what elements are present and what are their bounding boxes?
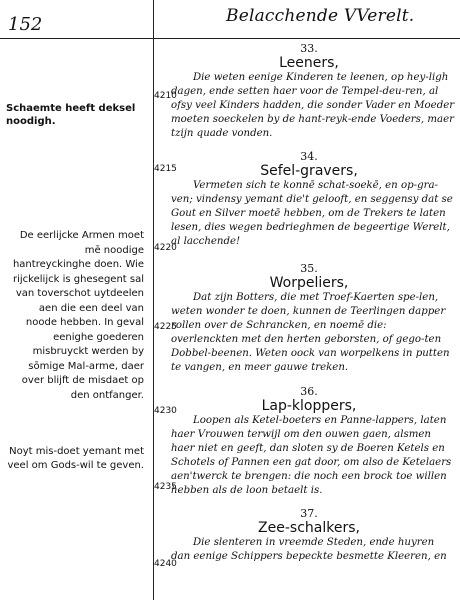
entry-title: Leeners, — [279, 55, 339, 71]
line-number: 4235 — [154, 482, 177, 492]
entry-text: Die slenteren in vreemde Steden, ende huyren dan eenige Schippers bepeckte besmette Kleeren, en — [171, 537, 447, 562]
running-head: Belacchende VVerelt. — [226, 6, 415, 26]
line-number: 4210 — [154, 91, 177, 101]
margin-note-2: De eerlijcke Armen moet mē noodige hantreyckinghe doen. Wie rijckelijck is ghesegent sal van toverschot uytdeelen aen die een deel van noode hebben. In geval eenighe goederen misbruyckt werden by sōmige Mal-arme, daer over blijft de misdaet op den ontfanger. — [12, 230, 144, 401]
entry-title: Sefel-gravers, — [260, 163, 358, 179]
entry-text: Die weten eenige Kinderen te leenen, op hey-ligh dagen, ende setten haer voor de Tempel-deu-ren, al ofsy veel Kinders hadden, die sonder Vader en Moeder moeten soeckelen by de hant-reyk-ende Voeders, maer tzijn quade vonden. — [171, 72, 455, 139]
line-number: 4215 — [154, 164, 177, 174]
entry-37 — [163, 508, 455, 564]
line-number: 4225 — [154, 322, 177, 332]
entry-34 — [163, 151, 455, 249]
column-divider — [153, 0, 154, 600]
entry-number: 34. — [300, 150, 318, 163]
margin-note-3: Noyt mis-doet yemant met veel om Gods-wil te geven. — [7, 446, 144, 471]
header-rule — [0, 38, 460, 39]
entry-title: Zee-schalkers, — [258, 520, 360, 536]
line-number: 4220 — [154, 243, 177, 253]
entry-text: Loopen als Ketel-boeters en Panne-lappers, laten haer Vrouwen terwijl om den ouwen gaen, alsmen haer niet en geeft, dan sloten sy de Boeren Ketels en Schotels of Pannen een gat door, om also de Ketelaers aen'twerck te brengen: die noch een brock toe willen hebben als de loon betaelt is. — [171, 415, 452, 496]
page-number: 152 — [8, 14, 43, 35]
line-number: 4240 — [154, 559, 177, 569]
entry-text: Dat zijn Botters, die met Troef-Kaerten spe-len, weten wonder te doen, kunnen de Teerlingen dapper rollen over de Schrancken, en noemē die: overlenckten met den herten geborsten, of gego-ten Dobbel-beenen. Weten oock van worpelkens in putten te vangen, en meer gauwe treken. — [171, 292, 450, 373]
entry-number: 33. — [300, 42, 318, 55]
line-number: 4230 — [154, 406, 177, 416]
entry-title: Lap-kloppers, — [261, 398, 357, 414]
entry-text: Vermeten sich te konnē schat-soekē, en op-gra-ven; vindensy yemant die't gelooft, en seggensy dat se Gout en Silver moetē hebben, om de Trekers te laten lesen, dies wegen bedrieghmen de begeertige Werelt, al lacchende! — [171, 180, 453, 247]
entry-number: 35. — [300, 262, 318, 275]
entry-number: 37. — [300, 507, 318, 520]
margin-note-1: Schaemte heeft deksel noodigh. — [6, 103, 136, 127]
entry-title: Worpeliers, — [269, 275, 349, 291]
entry-number: 36. — [300, 385, 318, 398]
entry-35 — [163, 263, 455, 375]
entry-36 — [163, 386, 455, 498]
entry-33 — [163, 43, 455, 141]
